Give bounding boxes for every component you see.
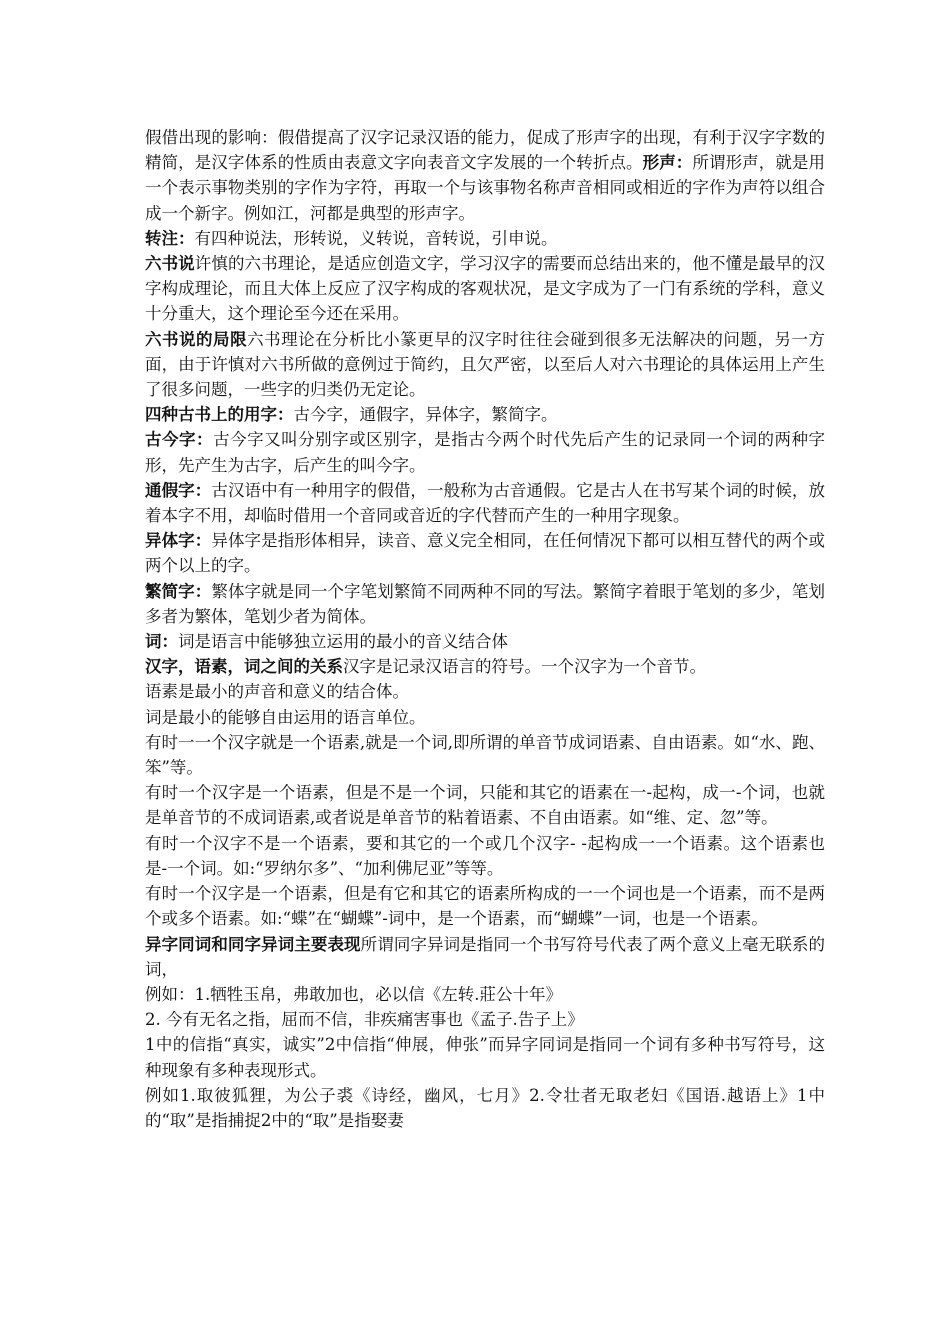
paragraph-21 (145, 1007, 825, 1032)
paragraph-17 (145, 831, 825, 881)
paragraph-text: 所谓同字异词是指同一个书写符号代表了两个意义上毫无联系的词， (145, 934, 826, 979)
paragraph-text: 有时一个汉字不是一个语素，要和其它的一个或几个汉字- -起构成一一个语素。这个语素也是-一个词。如:“罗纳尔多”、“加利佛尼亚”等等。 (145, 833, 825, 878)
paragraph-heading: 转注： (145, 228, 195, 248)
paragraph-7 (145, 427, 825, 477)
paragraph-text: 古汉语中有一种用字的假借，一般称为古音通假。它是古人在书写某个词的时候，放着本字不用，却临时借用一个音同或音近的字代替而产生的一种用字现象。 (145, 480, 826, 526)
paragraph-heading: 形声： (642, 153, 693, 173)
paragraph-18 (145, 881, 825, 931)
paragraph-text: 繁体字就是同一个字笔划繁简不同两种不同的写法。繁简字着眼于笔划的多少，笔划多者为繁体，笔划少者为简体。 (145, 581, 826, 626)
paragraph-15 (145, 730, 825, 780)
paragraph-text: 异体字是指形体相异，读音、意义完全相同，在任何情况下都可以相互替代的两个或两个以上的字。 (145, 531, 826, 576)
paragraph-text: 有四种说法，形转说，义转说，音转说，引申说。 (194, 228, 558, 248)
paragraph-heading: 词： (145, 632, 178, 652)
paragraph-12 (145, 654, 825, 679)
paragraph-text: 六书理论在分析比小篆更早的汉字时往往会碰到很多无法解决的问题，另一方面，由于许慎对六书所做的意例过于简约，且欠严密，以至后人对六书理论的具体运用上产生了很多问题，一些字的归类仍无定论。 (145, 329, 826, 400)
paragraph-text: 词是语言中能够独立运用的最小的音义结合体 (178, 632, 508, 652)
paragraph-13 (145, 679, 825, 704)
paragraph-text: 许慎的六书理论，是适应创造文字，学习汉字的需要而总结出来的，他不懂是最早的汉字构成理论，而且大体上反应了汉字构成的客观状况，是文字成为了一门有系统的学科，意义十分重大，这个理论至今还在采用。 (145, 254, 826, 324)
paragraph-heading: 古今字： (145, 430, 214, 450)
paragraph-20 (145, 982, 825, 1007)
paragraph-11 (145, 629, 825, 654)
paragraph-heading: 繁简字： (145, 581, 212, 601)
paragraph-heading: 汉字，语素，词之间的关系 (145, 657, 343, 677)
paragraph-1 (145, 125, 825, 226)
paragraph-heading: 六书说 (145, 254, 195, 274)
paragraph-text: 有时一个汉字是一个语素，但是有它和其它的语素所构成的一一个词也是一个语素，而不是两个或多个语素。如:“蝶”在“蝴蝶”-词中，是一个语素，而“蝴蝶”一词，也是一个语素。 (145, 884, 825, 929)
paragraph-text: 所谓形声，就是用一个表示事物类别的字作为字符，再取一个与该事物名称声音相同或相近的字作为声符以组合成一个新字。例如江，河都是典型的形声字。 (145, 153, 826, 223)
paragraph-23 (145, 1083, 825, 1133)
paragraph-19 (145, 932, 825, 982)
paragraph-text: 假借出现的影响：假借提高了汉字记录汉语的能力，促成了形声字的出现，有利于汉字字数的精简，是汉字体系的性质由表意文字向表音文字发展的一个转折点。 (145, 128, 825, 173)
document-page (145, 125, 825, 1133)
paragraph-text: 古今字又叫分别字或区别字，是指古今两个时代先后产生的记录同一个词的两种字形，先产生为古字，后产生的叫今字。 (145, 430, 826, 475)
paragraph-text: 有时一个汉字是一个语素，但是不是一个词，只能和其它的语素在一-起构，成一-个词，也就是单音节的不成词语素,或者说是单音节的粘着语素、不自由语素。如“维、定、忽”等。 (145, 783, 825, 828)
paragraph-text: 有时一一个汉字就是一个语素,就是一个词,即所谓的单音节成词语素、自由语素。如“水、跑、笨”等。 (145, 732, 825, 778)
paragraph-16 (145, 780, 825, 830)
paragraph-heading: 四种古书上的用字： (145, 405, 294, 425)
paragraph-10 (145, 579, 825, 629)
paragraph-4 (145, 251, 825, 327)
paragraph-heading: 通假字： (145, 480, 212, 500)
paragraph-14 (145, 705, 825, 730)
paragraph-text: 古今字，通假字，异体字，繁简字。 (293, 405, 558, 425)
paragraph-text: 汉字是记录汉语言的符号。一个汉字为一个音节。 (343, 657, 706, 677)
paragraph-text: 例如1.取彼狐狸，为公子裘《诗经，幽风，七月》2.令壮者无取老妇《国语.越语上》1中的“取”是指捕捉2中的“取”是指娶妻 (145, 1085, 825, 1130)
paragraph-3 (145, 226, 825, 251)
paragraph-text: 1中的信指“真实，诚实”2中信指“伸展，伸张”而异字同词是指同一个词有多种书写符号，这种现象有多种表现形式。 (145, 1035, 825, 1080)
paragraph-9 (145, 528, 825, 578)
paragraph-text: 例如：1.牺牲玉帛，弗敢加也，必以信《左转.莊公十年》 (145, 984, 562, 1004)
paragraph-heading: 六书说的局限 (145, 329, 248, 349)
paragraph-8 (145, 478, 825, 528)
paragraph-text: 语素是最小的声音和意义的结合体。 (145, 682, 409, 702)
paragraph-text: 词是最小的能够自由运用的语言单位。 (145, 707, 426, 727)
paragraph-6 (145, 402, 825, 427)
paragraph-5 (145, 327, 825, 403)
paragraph-text: 2. 今有无名之指，屈而不信，非疾痛害事也《孟子.告子上》 (145, 1010, 584, 1030)
paragraph-22 (145, 1032, 825, 1082)
paragraph-heading: 异体字： (145, 531, 212, 551)
paragraph-heading: 异字同词和同字异词主要表现 (145, 934, 361, 954)
